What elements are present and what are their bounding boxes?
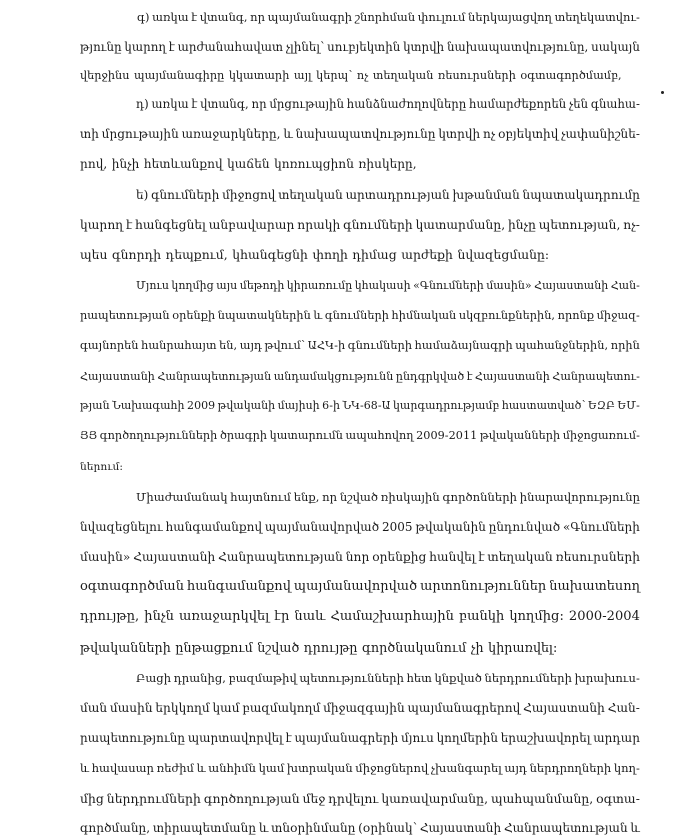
text-word: պես bbox=[80, 248, 108, 262]
text-word: 2005 bbox=[381, 520, 413, 534]
text-word: միջազ- bbox=[596, 309, 640, 322]
text-word: պետությունների bbox=[299, 671, 404, 685]
text-word: այս bbox=[216, 279, 238, 292]
text-word: չափանիշնե- bbox=[561, 127, 640, 141]
text-word: սկզբունքներին, bbox=[458, 309, 556, 322]
text-word: է bbox=[478, 550, 485, 564]
text-word: ներդրողների bbox=[529, 761, 612, 775]
text-word: (օրինակ՝ bbox=[358, 821, 418, 835]
text-word: չեն bbox=[568, 97, 589, 111]
text-word: թյան bbox=[80, 399, 110, 412]
text-word: միջոցով bbox=[222, 188, 276, 202]
text-word: ինչն bbox=[144, 609, 174, 624]
text-word: Հանրապետության bbox=[157, 370, 272, 383]
text-word: գործոնների bbox=[442, 490, 518, 504]
scan-speck bbox=[661, 91, 664, 94]
text-word: կարող bbox=[80, 218, 124, 232]
text-line bbox=[136, 91, 640, 117]
text-word: վտանգ, bbox=[199, 10, 248, 24]
text-word: երկկողմ bbox=[155, 701, 210, 715]
text-word: ոչ bbox=[356, 69, 369, 82]
text-line bbox=[80, 695, 640, 721]
text-word: օգտագործմամբ, bbox=[520, 69, 622, 82]
text-word: բանկի bbox=[458, 609, 505, 624]
text-word: ապահովող bbox=[345, 429, 414, 442]
text-line bbox=[136, 273, 640, 299]
text-word: հայտնում bbox=[230, 490, 291, 504]
text-word: պայմանագրի bbox=[267, 10, 353, 24]
text-word: պահանջներին, bbox=[515, 339, 609, 352]
text-line bbox=[80, 333, 640, 359]
text-word: նպատակներին bbox=[217, 309, 311, 322]
text-word: հաստատված՝ bbox=[501, 399, 586, 412]
text-word: թվականին bbox=[415, 520, 486, 534]
text-line bbox=[80, 63, 622, 89]
text-word: դ) bbox=[136, 97, 149, 111]
text-word: օգտա- bbox=[596, 792, 640, 806]
text-word: նպատակադրումը bbox=[522, 188, 640, 202]
text-word: հետ bbox=[406, 671, 432, 685]
text-word: կկատարի bbox=[228, 69, 290, 82]
text-word: կտրվի bbox=[403, 40, 445, 54]
text-word: կատարումն bbox=[269, 429, 343, 442]
text-word: անբավարար bbox=[208, 218, 295, 232]
text-word: այդ bbox=[239, 339, 262, 352]
text-word: գործողությունների bbox=[99, 429, 218, 442]
text-word: է bbox=[191, 10, 198, 24]
text-line bbox=[80, 514, 640, 540]
text-word: խթանման bbox=[452, 188, 520, 202]
text-line bbox=[80, 423, 640, 449]
text-word: տեղեկատվու- bbox=[554, 10, 640, 24]
text-word: միջոցառում- bbox=[562, 429, 640, 442]
text-word: կհակասի bbox=[354, 279, 411, 292]
text-word: նվազեցմանը: bbox=[457, 248, 550, 262]
text-word: ներում: bbox=[80, 460, 124, 473]
text-word: մյուս bbox=[400, 731, 434, 745]
text-word: դիմաց bbox=[352, 248, 397, 262]
text-word: չլինել՝ bbox=[285, 40, 325, 54]
text-word: օրենքից bbox=[372, 550, 427, 564]
text-word: մայիսի bbox=[277, 399, 320, 412]
text-word: ԱՀԿ-ի bbox=[307, 339, 346, 352]
text-word: րով, bbox=[80, 157, 108, 171]
text-word: կողմից: bbox=[509, 609, 564, 624]
text-word: ռեսուրսների bbox=[555, 550, 640, 564]
text-word: Համաշխարհային bbox=[330, 609, 454, 624]
text-word: ինարավորությունը bbox=[519, 490, 640, 504]
text-word: 6-ի bbox=[322, 399, 340, 412]
text-word: պարտավորվել bbox=[187, 731, 283, 745]
text-word: որ bbox=[322, 490, 338, 504]
text-word: գնումների bbox=[343, 218, 413, 232]
text-word: միջոցներով bbox=[355, 761, 429, 775]
text-word: գործողության bbox=[203, 792, 300, 806]
text-word: մից bbox=[80, 792, 104, 806]
text-word: փողի bbox=[312, 248, 348, 262]
text-word: գնորդի bbox=[112, 248, 162, 262]
text-word: պետության, bbox=[538, 218, 621, 232]
text-word: ընդունված bbox=[488, 520, 561, 534]
text-word: կող- bbox=[613, 761, 640, 775]
text-word: կառավարմանը, bbox=[381, 792, 489, 806]
text-word: օբյեկտիվ bbox=[498, 127, 559, 141]
text-word: համարժեքորեն bbox=[469, 97, 567, 111]
text-word: կտրվի bbox=[438, 127, 481, 141]
text-word: նշված bbox=[257, 640, 300, 655]
text-word: կամ bbox=[212, 701, 240, 715]
text-word: թյունը bbox=[80, 40, 122, 54]
text-word: բազմակողմ bbox=[242, 701, 321, 715]
text-word: որակի bbox=[297, 218, 341, 232]
text-word: հանվել bbox=[429, 550, 476, 564]
text-line bbox=[80, 242, 550, 268]
text-word: չի bbox=[470, 640, 484, 655]
text-word: արժեքի bbox=[401, 248, 453, 262]
text-word: ՅՅ bbox=[80, 429, 98, 442]
text-word: համաձայնագրի bbox=[414, 339, 513, 352]
text-word: ռիսկային bbox=[380, 490, 440, 504]
text-word: նոր bbox=[345, 550, 370, 564]
text-word: առկա bbox=[151, 97, 189, 111]
text-word: հավասար bbox=[91, 761, 154, 775]
text-word: րապետության bbox=[80, 309, 170, 322]
text-word: են, bbox=[219, 339, 238, 352]
text-word: տիրապետմանը bbox=[152, 821, 257, 835]
text-word: անդամակցությունն bbox=[273, 370, 394, 383]
text-word: նաև bbox=[294, 609, 326, 624]
text-line bbox=[137, 4, 640, 30]
text-word: սուբյեկտին bbox=[327, 40, 401, 54]
text-word: արտադրության bbox=[345, 188, 450, 202]
text-word: օգտագործման bbox=[80, 579, 184, 594]
text-word: հանձնաժողովները bbox=[346, 97, 467, 111]
text-word: օրենքի bbox=[172, 309, 216, 322]
text-word: ներդրումների bbox=[484, 671, 572, 685]
text-word: Միաժամանակ bbox=[136, 490, 228, 504]
text-word: Նախագահի bbox=[112, 399, 185, 412]
text-word: կերպ՝ bbox=[316, 69, 353, 82]
text-word: կոռուպցիոն bbox=[274, 157, 354, 171]
text-word: թվականի bbox=[217, 399, 276, 412]
text-word: կողմից bbox=[171, 279, 214, 292]
text-word: ե) bbox=[136, 188, 149, 202]
text-word: է bbox=[191, 97, 198, 111]
text-word: կնքված bbox=[434, 671, 482, 685]
text-line bbox=[80, 635, 558, 661]
text-word: հիմնական bbox=[391, 309, 457, 322]
text-word: կհանգեցնի bbox=[232, 248, 308, 262]
text-word: գ) bbox=[137, 10, 150, 24]
text-word: Հայաստանի bbox=[419, 821, 502, 835]
text-word: տեղական bbox=[487, 550, 553, 564]
text-word: է bbox=[168, 40, 175, 54]
text-line bbox=[80, 725, 640, 751]
text-line bbox=[136, 665, 640, 691]
text-word: և bbox=[80, 761, 90, 775]
text-word: դեպքում, bbox=[165, 248, 228, 262]
text-word: ԵՄ- bbox=[617, 399, 640, 412]
text-word: պահպանմանը, bbox=[490, 792, 594, 806]
text-word: «Գնումների bbox=[562, 520, 640, 534]
text-word: առկա bbox=[152, 10, 189, 24]
text-word: կողմերին bbox=[436, 731, 499, 745]
text-word: պայմանավորված bbox=[264, 520, 380, 534]
text-word: փուլում bbox=[417, 10, 466, 24]
text-word: նախապատվությունը, bbox=[446, 40, 589, 54]
text-line bbox=[136, 182, 640, 208]
text-word: 2009-2011 bbox=[416, 429, 478, 442]
text-word: րապետությունը bbox=[80, 731, 186, 745]
text-word: մեջ bbox=[302, 792, 326, 806]
text-word: չխանգարել bbox=[430, 761, 502, 775]
text-word: կիրառվել: bbox=[488, 640, 558, 655]
text-word: թվականների bbox=[80, 640, 171, 655]
text-word: և bbox=[283, 127, 293, 141]
text-word: մասին» bbox=[486, 279, 532, 292]
text-line bbox=[80, 212, 640, 238]
text-word: ընդգրկված bbox=[395, 370, 465, 383]
text-word: կամ bbox=[258, 761, 285, 775]
text-word: հետևանքով bbox=[143, 157, 223, 171]
text-word: երաշխավորել bbox=[500, 731, 591, 745]
text-word: ինչի bbox=[111, 157, 140, 171]
text-word: Հանրապետության bbox=[503, 821, 628, 835]
text-line bbox=[80, 755, 640, 781]
text-word: գայնորեն bbox=[80, 339, 139, 352]
text-word: թվականների bbox=[479, 429, 561, 442]
text-word: գնումների bbox=[324, 309, 389, 322]
text-word: հանրահայտ bbox=[141, 339, 217, 352]
text-word: նախատեսող bbox=[549, 579, 640, 594]
text-word: Հանրապետու- bbox=[552, 370, 640, 383]
text-word: արդար bbox=[593, 731, 640, 745]
text-word: Հայաստանի bbox=[474, 370, 550, 383]
text-word: Հան- bbox=[610, 279, 640, 292]
text-word: որ bbox=[251, 97, 267, 111]
text-word: արտոնություններ bbox=[420, 579, 547, 594]
text-word: է bbox=[285, 731, 292, 745]
text-word: ընթացքում bbox=[175, 640, 253, 655]
text-word: ներդրումների bbox=[106, 792, 201, 806]
text-line bbox=[80, 364, 640, 390]
text-word: գնումների bbox=[347, 339, 413, 352]
text-line bbox=[80, 151, 417, 177]
text-word: թվում՝ bbox=[264, 339, 306, 352]
text-word: ենք, bbox=[293, 490, 320, 504]
text-word: այլ bbox=[293, 69, 312, 82]
text-word: մրցութային bbox=[269, 97, 345, 111]
text-word: և bbox=[630, 821, 640, 835]
text-word: Հայաստանի bbox=[133, 550, 216, 564]
text-word: դրույթը bbox=[303, 640, 358, 655]
text-word: նշված bbox=[339, 490, 378, 504]
text-word: հանգեցնել bbox=[135, 218, 206, 232]
text-word: որոնք bbox=[557, 309, 595, 322]
text-word: անհիմն bbox=[208, 761, 257, 775]
text-word: դրանից, bbox=[173, 671, 226, 685]
text-word: Հայաստանի bbox=[80, 370, 155, 383]
text-word: և bbox=[196, 761, 206, 775]
text-word: ՆԿ-68-Ա bbox=[342, 399, 391, 412]
text-word: գնահա- bbox=[590, 97, 640, 111]
text-word: գնումների bbox=[151, 188, 220, 202]
text-word: միջազգային bbox=[323, 701, 405, 715]
text-line bbox=[80, 815, 640, 835]
text-word: ոչ- bbox=[623, 218, 640, 232]
text-word: Հայաստանի bbox=[534, 279, 609, 292]
text-word: կարգադրությամբ bbox=[392, 399, 500, 412]
text-line bbox=[80, 393, 640, 419]
text-word: որ bbox=[250, 10, 266, 24]
text-word: խտրական bbox=[286, 761, 353, 775]
text-word: ռեժիմ bbox=[156, 761, 194, 775]
text-word: վտանգ, bbox=[200, 97, 249, 111]
text-word: շնորհման bbox=[354, 10, 416, 24]
text-line bbox=[80, 574, 640, 600]
text-word: մրցութային bbox=[101, 127, 179, 141]
text-word: այդ bbox=[504, 761, 527, 775]
text-word: պայմանագիրը bbox=[134, 69, 225, 82]
text-word: տեղական bbox=[372, 69, 434, 82]
text-line bbox=[80, 544, 640, 570]
text-word: Բացի bbox=[136, 671, 172, 685]
text-word: տնօրինմանը bbox=[271, 821, 356, 835]
text-word: ԵԶԲ bbox=[588, 399, 615, 412]
text-word: կաճեն bbox=[227, 157, 270, 171]
text-word: ծրագրի bbox=[219, 429, 268, 442]
text-word: մեթոդի bbox=[239, 279, 285, 292]
text-word: Հայաստանի bbox=[523, 701, 605, 715]
text-word: խրախուս- bbox=[574, 671, 640, 685]
text-line bbox=[80, 121, 640, 147]
text-line bbox=[80, 786, 640, 812]
text-word: պայմանագրերով bbox=[407, 701, 521, 715]
text-word: առաջարկները, bbox=[181, 127, 281, 141]
text-word: պայմանավորված bbox=[293, 579, 418, 594]
text-word: գործմանը, bbox=[80, 821, 151, 835]
text-word: պայմանագրերի bbox=[294, 731, 399, 745]
text-word: ռեսուրսների bbox=[437, 69, 516, 82]
text-word: կարող bbox=[124, 40, 167, 54]
text-word: ներկայացվող bbox=[468, 10, 552, 24]
text-word: սակայն bbox=[591, 40, 640, 54]
text-word: գործնականում bbox=[362, 640, 467, 655]
text-line bbox=[80, 303, 640, 329]
text-line bbox=[136, 484, 640, 510]
text-word: կատարմանը, bbox=[415, 218, 506, 232]
text-word: նախապատվությունը bbox=[295, 127, 436, 141]
text-word: Մյուս bbox=[136, 279, 169, 292]
text-word: ռիսկերը, bbox=[358, 157, 417, 171]
text-word: կիրառումը bbox=[286, 279, 353, 292]
text-line bbox=[80, 34, 640, 60]
text-word: հանգամանքով bbox=[165, 520, 263, 534]
text-word: տեղական bbox=[278, 188, 343, 202]
text-word: վերջինս bbox=[80, 69, 130, 82]
text-word: և bbox=[313, 309, 323, 322]
text-word: դրվելու bbox=[328, 792, 379, 806]
text-word: մասին» bbox=[80, 550, 131, 564]
text-word: է bbox=[466, 370, 473, 383]
text-word: է bbox=[125, 218, 133, 232]
text-line bbox=[80, 604, 640, 630]
text-word: նվազեցնելու bbox=[80, 520, 163, 534]
text-word: դրույթը, bbox=[80, 609, 140, 624]
text-word: և bbox=[258, 821, 269, 835]
text-word: Հան- bbox=[607, 701, 640, 715]
text-word: էր bbox=[274, 609, 290, 624]
text-word: ման bbox=[80, 701, 108, 715]
text-word: որին bbox=[610, 339, 640, 352]
text-word: ոչ bbox=[483, 127, 496, 141]
text-word: առաջարկվել bbox=[179, 609, 270, 624]
text-word: մասին bbox=[109, 701, 153, 715]
text-word: հանգամանքով bbox=[187, 579, 291, 594]
text-word: տի bbox=[80, 127, 99, 141]
text-word: բազմաթիվ bbox=[228, 671, 297, 685]
text-word: արժանահավատ bbox=[177, 40, 284, 54]
text-word: 2009 bbox=[187, 399, 216, 412]
text-word: Հանրապետության bbox=[218, 550, 343, 564]
text-word: «Գնումների bbox=[413, 279, 484, 292]
text-word: ինչը bbox=[507, 218, 536, 232]
text-word: 2000-2004 bbox=[568, 609, 640, 624]
text-line bbox=[80, 454, 123, 480]
